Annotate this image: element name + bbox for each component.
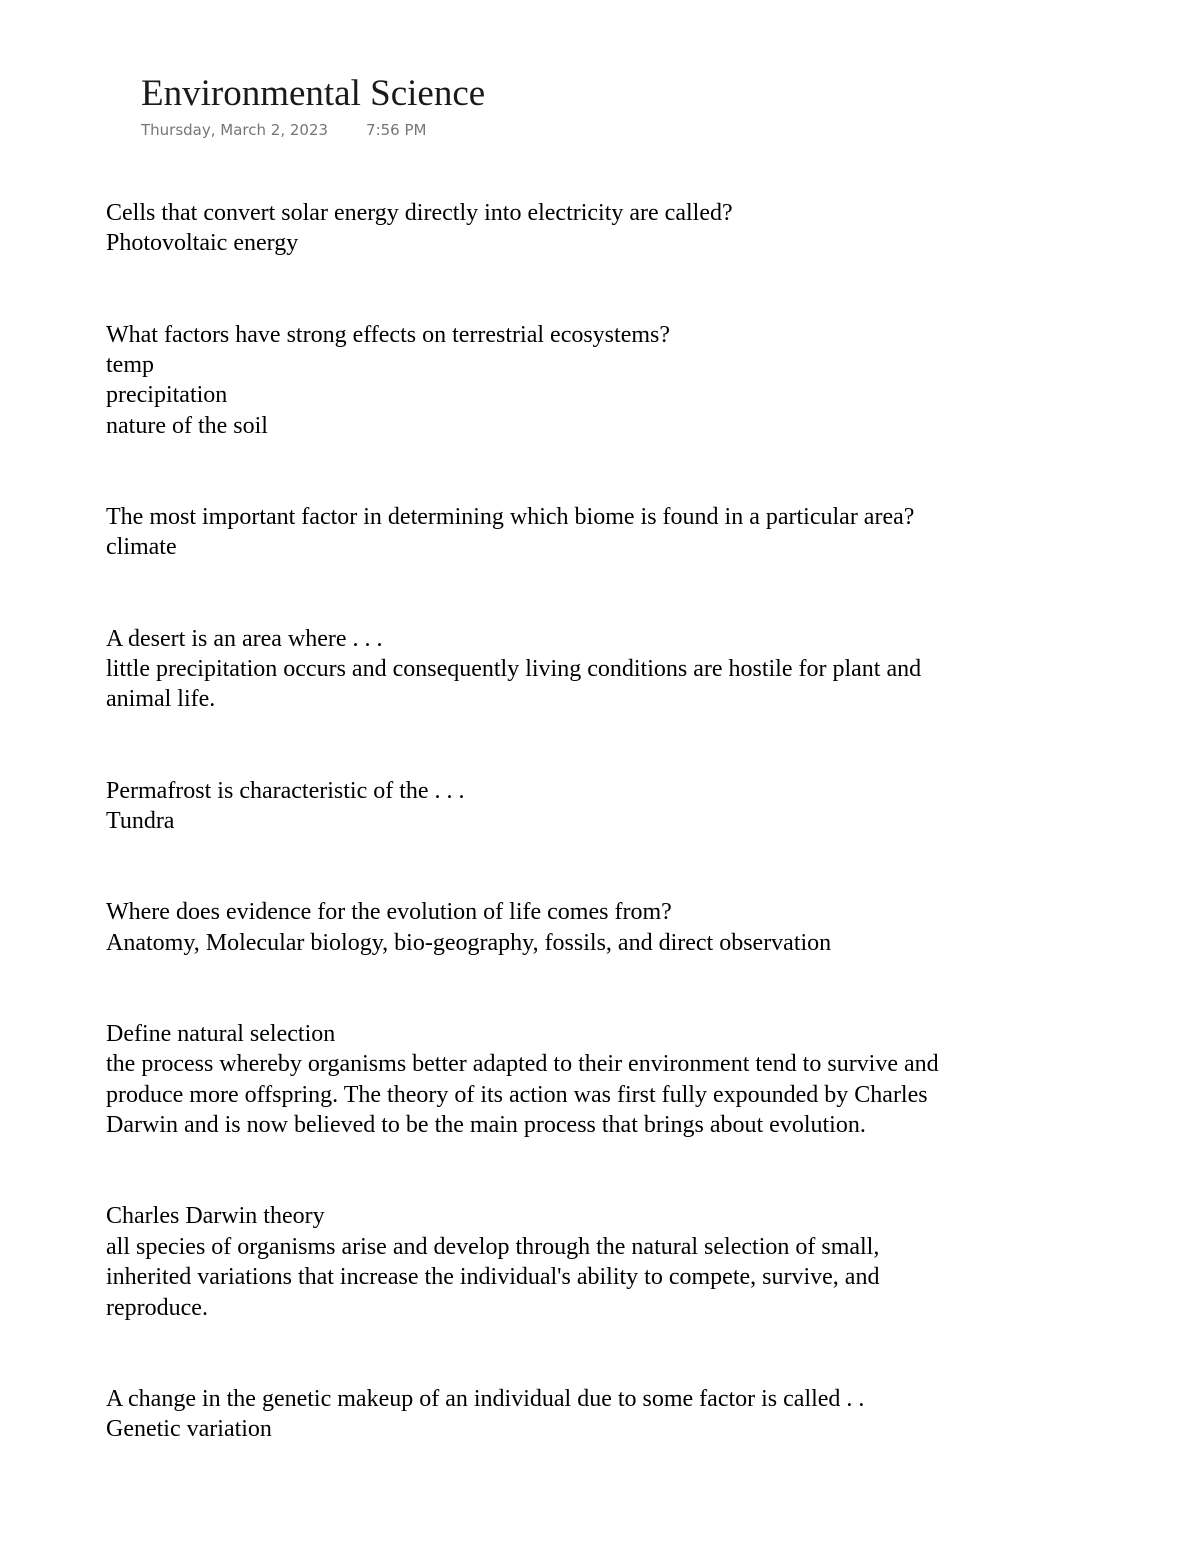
qa-block: [106, 624, 1086, 715]
qa-block: [106, 320, 1086, 442]
question-text[interactable]: Charles Darwin theory: [106, 1203, 325, 1230]
answer-text[interactable]: little precipitation occurs and consequently living conditions are hostile for plant and: [106, 656, 922, 683]
question-text[interactable]: What factors have strong effects on terrestrial ecosystems?: [106, 321, 670, 348]
note-metadata: [141, 120, 485, 140]
note-time: 7:56 PM: [366, 121, 427, 139]
answer-text[interactable]: Darwin and is now believed to be the main process that brings about evolution.: [106, 1112, 866, 1139]
note-header: [141, 72, 485, 140]
answer-text[interactable]: Anatomy, Molecular biology, bio-geography, fossils, and direct observation: [106, 929, 832, 956]
answer-text[interactable]: reproduce.: [106, 1294, 208, 1321]
note-body[interactable]: [106, 198, 1086, 1445]
answer-text[interactable]: all species of organisms arise and develop through the natural selection of small,: [106, 1233, 880, 1260]
question-text[interactable]: Define natural selection: [106, 1020, 336, 1047]
question-text[interactable]: Permafrost is characteristic of the . . .: [106, 777, 465, 804]
question-text[interactable]: Where does evidence for the evolution of life comes from?: [106, 899, 672, 926]
answer-text[interactable]: temp: [106, 352, 154, 379]
answer-text[interactable]: Photovoltaic energy: [106, 230, 299, 257]
qa-block: [106, 198, 1086, 259]
qa-block: [106, 1201, 1086, 1323]
qa-block: [106, 776, 1086, 837]
qa-block: [106, 1384, 1086, 1445]
answer-text[interactable]: precipitation: [106, 382, 228, 409]
answer-text[interactable]: Genetic variation: [106, 1416, 272, 1443]
page-title[interactable]: Environmental Science: [141, 73, 486, 114]
question-text[interactable]: Cells that convert solar energy directly into electricity are called?: [106, 200, 733, 226]
qa-block: [106, 1019, 1086, 1141]
answer-text[interactable]: inherited variations that increase the individual's ability to compete, survive, and: [106, 1264, 880, 1291]
qa-block: [106, 897, 1086, 958]
answer-text[interactable]: Tundra: [106, 808, 175, 835]
answer-text[interactable]: the process whereby organisms better adapted to their environment tend to survive and: [106, 1051, 939, 1078]
question-text[interactable]: A change in the genetic makeup of an individual due to some factor is called . .: [106, 1385, 865, 1412]
answer-text[interactable]: animal life.: [106, 686, 216, 713]
question-text[interactable]: A desert is an area where . . .: [106, 625, 383, 652]
answer-text[interactable]: nature of the soil: [106, 412, 268, 439]
question-text[interactable]: The most important factor in determining which biome is found in a particular area?: [106, 504, 915, 531]
answer-text[interactable]: climate: [106, 534, 177, 561]
qa-block: [106, 502, 1086, 563]
note-date: Thursday, March 2, 2023: [141, 121, 329, 139]
answer-text[interactable]: produce more offspring. The theory of its action was first fully expounded by Charles: [106, 1081, 928, 1108]
